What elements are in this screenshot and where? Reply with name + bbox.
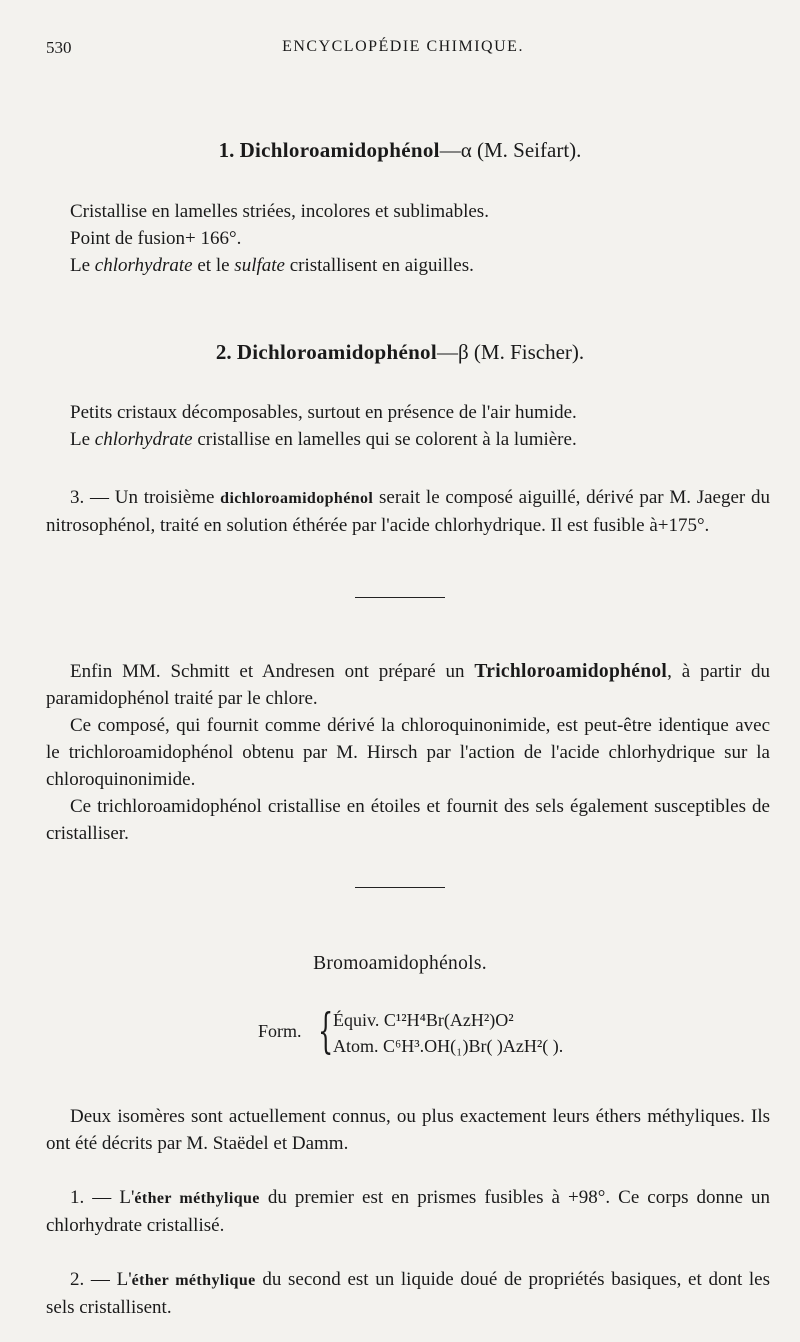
bold-term: Trichloroamidophénol	[474, 661, 668, 682]
bromo-paragraph-3	[46, 1266, 770, 1321]
italic-term: chlorhydrate	[94, 255, 193, 276]
separator-rule	[355, 597, 445, 598]
brace-icon: {	[318, 1003, 334, 1059]
text-run: cristallise en lamelles qui se colorent à la lumière.	[192, 429, 577, 450]
text-run: et le	[192, 255, 235, 276]
text-run: 2. — L'	[70, 1269, 132, 1290]
section-2-line-1: Petits cristaux décomposables, surtout en présence de l'air humide.	[70, 402, 577, 423]
text-run: , à partir du paramidophénol traité par le chlore.	[46, 661, 770, 709]
small-caps-term: dichloroamidophénol	[220, 490, 374, 507]
section-2-name: Dichloroamidophénol	[236, 340, 437, 364]
formula-block	[0, 1003, 800, 1063]
running-head	[46, 38, 760, 62]
text-run: Enfin MM. Schmitt et Andresen ont préparé un	[70, 661, 475, 682]
section-1-title	[0, 138, 800, 163]
text-run: Le	[70, 255, 95, 276]
section-1-number: 1.	[218, 138, 235, 162]
separator-rule	[355, 887, 445, 888]
section-1-name: Dichloroamidophénol	[239, 138, 440, 162]
section-1-body	[70, 198, 770, 279]
section-2-body	[70, 399, 770, 453]
text-run: cristallisent en aiguilles.	[284, 255, 474, 276]
italic-term: sulfate	[234, 255, 285, 276]
trichloro-paragraph-1	[46, 658, 770, 712]
text-run: serait le composé aiguillé, dérivé par M. Jaeger du nitrosophénol, traité en solution éthérée par l'acide chlorhydrique. Il est fusible à+175°.	[46, 487, 770, 536]
text-run: du second est un liquide doué de propriétés basiques, et dont les sels cristallisent.	[46, 1269, 770, 1318]
section-1-line-3	[70, 252, 770, 279]
bromo-paragraph-2	[46, 1184, 770, 1239]
section-2-author: —β (M. Fischer).	[437, 340, 585, 364]
section-1-line-1: Cristallise en lamelles striées, incolores et sublimables.	[70, 201, 489, 222]
text-run: Le	[70, 429, 95, 450]
section-2-title	[0, 340, 800, 365]
formula-label: Form.	[258, 1021, 302, 1041]
trichloro-paragraph-3: Ce trichloroamidophénol cristallise en étoiles et fournit des sels également susceptibles de cristalliser.	[46, 796, 770, 844]
italic-term: chlorhydrate	[94, 429, 193, 450]
section-2-line-2	[70, 426, 770, 453]
paragraph-3	[46, 484, 770, 539]
section-1-line-2: Point de fusion+ 166°.	[70, 228, 242, 249]
text-run: 1. — L'	[70, 1187, 135, 1208]
running-title: ENCYCLOPÉDIE CHIMIQUE.	[282, 38, 524, 55]
section-1-author: —α (M. Seifart).	[439, 138, 582, 162]
section-2-number: 2.	[215, 340, 232, 364]
formula-lines	[333, 1007, 563, 1059]
small-caps-term: éther méthylique	[134, 1190, 260, 1207]
page-number: 530	[46, 38, 72, 57]
bromo-paragraph-1: Deux isomères sont actuellement connus, ou plus exactement leurs éthers méthyliques. Ils ont été décrits par M. Staëdel et Damm.	[46, 1106, 770, 1154]
formula-atom: Atom. C⁶H³.OH(₁)Br( )AzH²( ).	[333, 1036, 564, 1056]
trichloro-paragraph-2: Ce composé, qui fournit comme dérivé la chloroquinonimide, est peut-être identique avec le trichloroamidophénol obtenu par M. Hirsch par l'action de l'acide chlorhydrique sur la chloroquinonimide.	[46, 715, 770, 790]
text-run: 3. — Un troisième	[70, 487, 221, 508]
formula-equiv: Équiv. C¹²H⁴Br(AzH²)O²	[333, 1010, 514, 1030]
bromo-title: Bromoamidophénols.	[313, 953, 487, 974]
small-caps-term: éther méthylique	[131, 1272, 256, 1289]
text-run: du premier est en prismes fusibles à +98°. Ce corps donne un chlorhydrate cristallisé.	[46, 1187, 771, 1236]
